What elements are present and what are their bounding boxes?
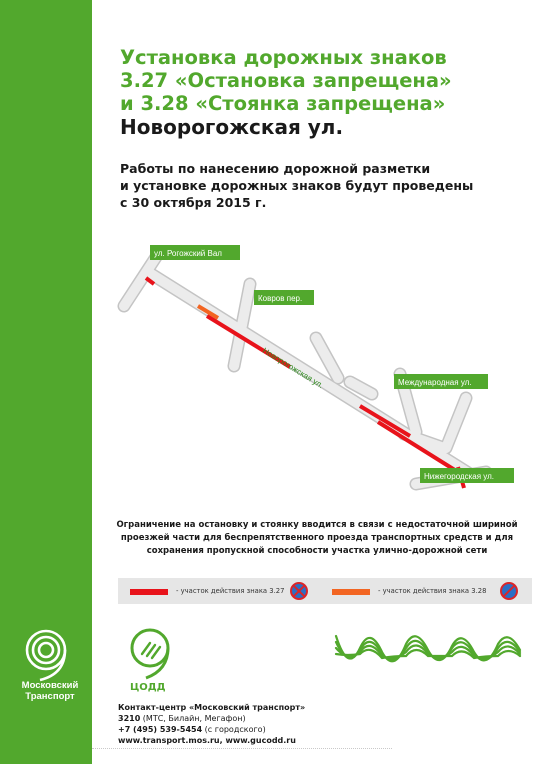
short-number-note: (МТС, Билайн, Мегафон) xyxy=(140,714,246,723)
subtitle-line2: и установке дорожных знаков будут проведены xyxy=(120,178,474,193)
title-street: Новорогожская ул. xyxy=(120,115,344,139)
subtitle-line3: с 30 октября 2015 г. xyxy=(120,195,267,210)
legend-swatch-3-27 xyxy=(130,589,168,595)
brand-sidebar xyxy=(0,0,92,764)
legend-label-3-27: - участок действия знака 3.27 xyxy=(176,587,285,595)
website-links[interactable]: www.transport.mos.ru, www.gucodd.ru xyxy=(118,736,296,745)
phone-note: (с городского) xyxy=(202,725,266,734)
contact-block xyxy=(118,702,378,746)
short-number[interactable]: 3210 xyxy=(118,714,141,723)
footer-divider xyxy=(92,748,392,750)
page-title xyxy=(120,46,520,140)
svg-text:ул. Рогожский Вал: ул. Рогожский Вал xyxy=(154,249,222,258)
legend xyxy=(118,578,532,604)
title-line2: 3.27 «Остановка запрещена» xyxy=(120,69,452,92)
legend-label-3-28: - участок действия знака 3.28 xyxy=(378,587,487,595)
legend-swatch-3-28 xyxy=(332,589,370,595)
no-parking-sign-icon xyxy=(500,582,518,600)
contact-heading: Контакт-центр «Московский транспорт» xyxy=(118,703,306,712)
codd-name: ЦОДД xyxy=(130,682,166,693)
brand-name-line1: Московский xyxy=(21,680,79,691)
label-mezhdunarodnaya xyxy=(394,374,488,389)
brand-name xyxy=(12,680,88,702)
brand-name-line2: Транспорт xyxy=(25,691,75,702)
svg-text:Нижегородская ул.: Нижегородская ул. xyxy=(424,472,495,481)
label-rogozhsky-val xyxy=(150,245,240,260)
street-map xyxy=(110,236,530,500)
codd-logo xyxy=(128,626,176,680)
no-stopping-sign-icon xyxy=(290,582,308,600)
title-line1: Установка дорожных знаков xyxy=(120,46,447,69)
note-line2: проезжей части для беспрепятственного проезда транспортных средств и для xyxy=(120,533,514,543)
label-kovrov xyxy=(254,290,314,305)
subtitle-line1: Работы по нанесению дорожной разметки xyxy=(120,161,431,176)
note-line1: Ограничение на остановку и стоянку вводится в связи с недостаточной шириной xyxy=(116,520,518,530)
title-line3: и 3.28 «Стоянка запрещена» xyxy=(120,92,446,115)
main-street-label: Новорогожская ул. xyxy=(260,346,325,391)
label-nizhegorodskaya xyxy=(420,468,514,483)
svg-text:Ковров пер.: Ковров пер. xyxy=(258,294,303,303)
wave-ornament xyxy=(332,622,532,674)
works-announcement xyxy=(120,160,520,211)
zone-3-27-segment xyxy=(360,406,410,436)
svg-text:Международная ул.: Международная ул. xyxy=(398,378,472,387)
phone-number[interactable]: +7 (495) 539-5454 xyxy=(118,725,203,734)
note-line3: сохранения пропускной способности участка улично-дорожной сети xyxy=(146,546,488,556)
restriction-note xyxy=(112,519,522,558)
moscow-transport-logo xyxy=(18,626,74,682)
